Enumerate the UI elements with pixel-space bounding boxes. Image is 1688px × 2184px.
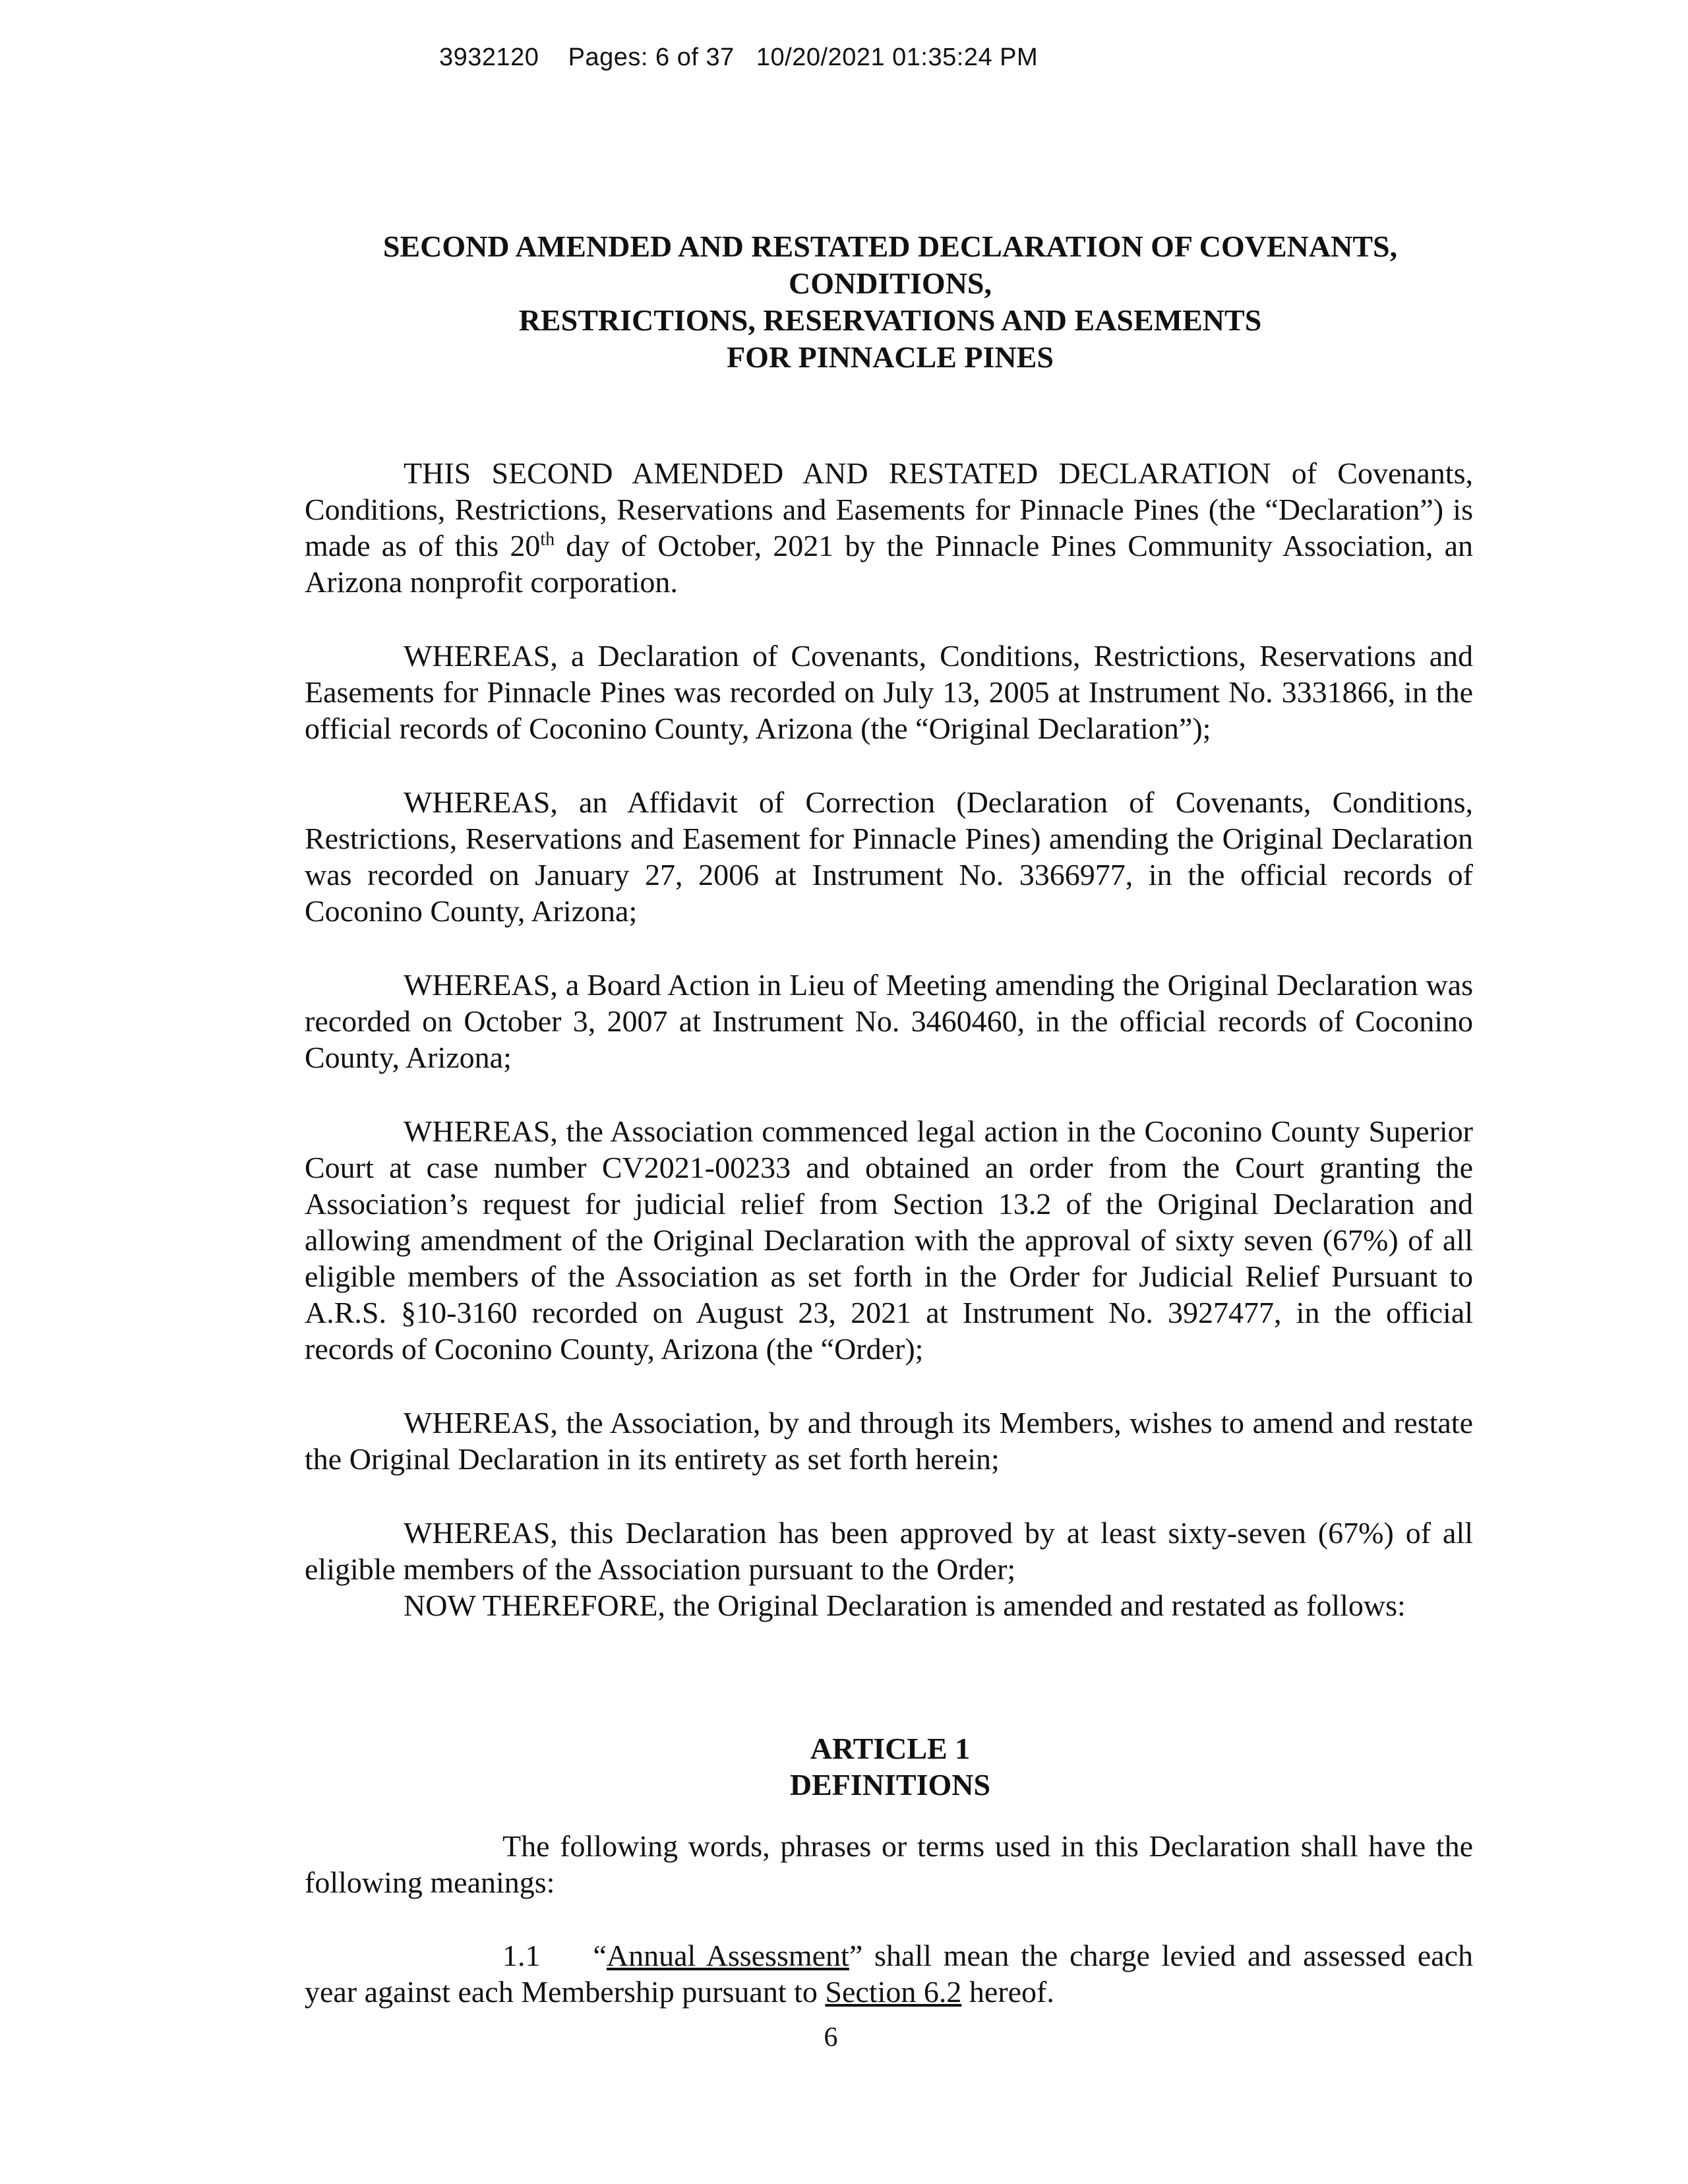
definitions-intro: The following words, phrases or terms used in this Declaration shall have the following meanings:	[305, 1829, 1473, 1899]
recital-affidavit-of-correction: WHEREAS, an Affidavit of Correction (Declaration of Covenants, Conditions, Restrictions, Reservations and Easement for Pinnacle Pines) amending the Original Declaration was recorded on January 27, 2006 at Instrument No. 3366977, in the official records of Coconino County, Arizona;	[305, 785, 1473, 928]
section-reference: Section 6.2	[825, 1975, 962, 2009]
title-line-2: CONDITIONS,	[788, 266, 992, 300]
document-title	[284, 228, 1497, 376]
article-title: DEFINITIONS	[789, 1768, 991, 1802]
title-line-1: SECOND AMENDED AND RESTATED DECLARATION OF COVENANTS,	[382, 229, 1398, 263]
recital-approval: WHEREAS, this Declaration has been approved by at least sixty-seven (67%) of all eligible members of the Association pursuant to the Order;	[305, 1516, 1473, 1586]
definition-open-quote: “	[593, 1939, 607, 1972]
article-heading	[284, 1730, 1497, 1803]
document-body	[305, 455, 1473, 1623]
article-number: ARTICLE 1	[810, 1732, 971, 1765]
definition-number: 1.1	[502, 1939, 541, 1972]
preamble-text-end: day of October, 2021 by the Pinnacle Pines Community Association, an Arizona nonprofit corporation.	[305, 529, 1473, 599]
title-line-3: RESTRICTIONS, RESERVATIONS AND EASEMENTS	[518, 303, 1262, 337]
page-number: 6	[824, 2022, 838, 2053]
preamble-paragraph	[305, 455, 1473, 600]
now-therefore-clause: NOW THEREFORE, the Original Declaration is amended and restated as follows:	[404, 1589, 1406, 1622]
recital-board-action: WHEREAS, a Board Action in Lieu of Meeting amending the Original Declaration was recorded on October 3, 2007 at Instrument No. 3460460, in the official records of Coconino County, Arizona;	[305, 968, 1473, 1074]
recital-amend-and-restate: WHEREAS, the Association, by and through its Members, wishes to amend and restate the Original Declaration in its entirety as set forth herein;	[305, 1406, 1473, 1476]
definition-text: ” shall mean the charge levied and assessed each year against each Membership pursuant to	[305, 1939, 1473, 2009]
recital-original-declaration: WHEREAS, a Declaration of Covenants, Conditions, Restrictions, Reservations and Easements for Pinnacle Pines was recorded on July 13, 2005 at Instrument No. 3331866, in the official records of Coconino County, Arizona (the “Original Declaration”);	[305, 639, 1473, 745]
preamble-text-start: THIS SECOND AMENDED AND RESTATED DECLARATION of Covenants, Conditions, Restrictions, Reservations and Easements for Pinnacle Pines (the “Declaration”) is made as of this 20	[305, 456, 1473, 562]
definition-term: Annual Assessment	[606, 1939, 849, 1972]
ordinal-suffix: th	[540, 529, 555, 550]
definition-text-end: hereof.	[961, 1975, 1054, 2009]
recital-court-order: WHEREAS, the Association commenced legal action in the Coconino County Superior Court at case number CV2021-00233 and obtained an order from the Court granting the Association’s request for judicial relief from Section 13.2 of the Original Declaration and allowing amendment of the Original Declaration with the approval of sixty seven (67%) of all eligible members of the Association as set forth in the Order for Judicial Relief Pursuant to A.R.S. §10-3160 recorded on August 23, 2021 at Instrument No. 3927477, in the official records of Coconino County, Arizona (the “Order);	[305, 1114, 1473, 1366]
recording-stamp: 3932120 Pages: 6 of 37 10/20/2021 01:35:24 PM	[439, 44, 1039, 71]
title-line-4: FOR PINNACLE PINES	[727, 340, 1054, 374]
definition-item	[305, 1937, 1473, 2010]
